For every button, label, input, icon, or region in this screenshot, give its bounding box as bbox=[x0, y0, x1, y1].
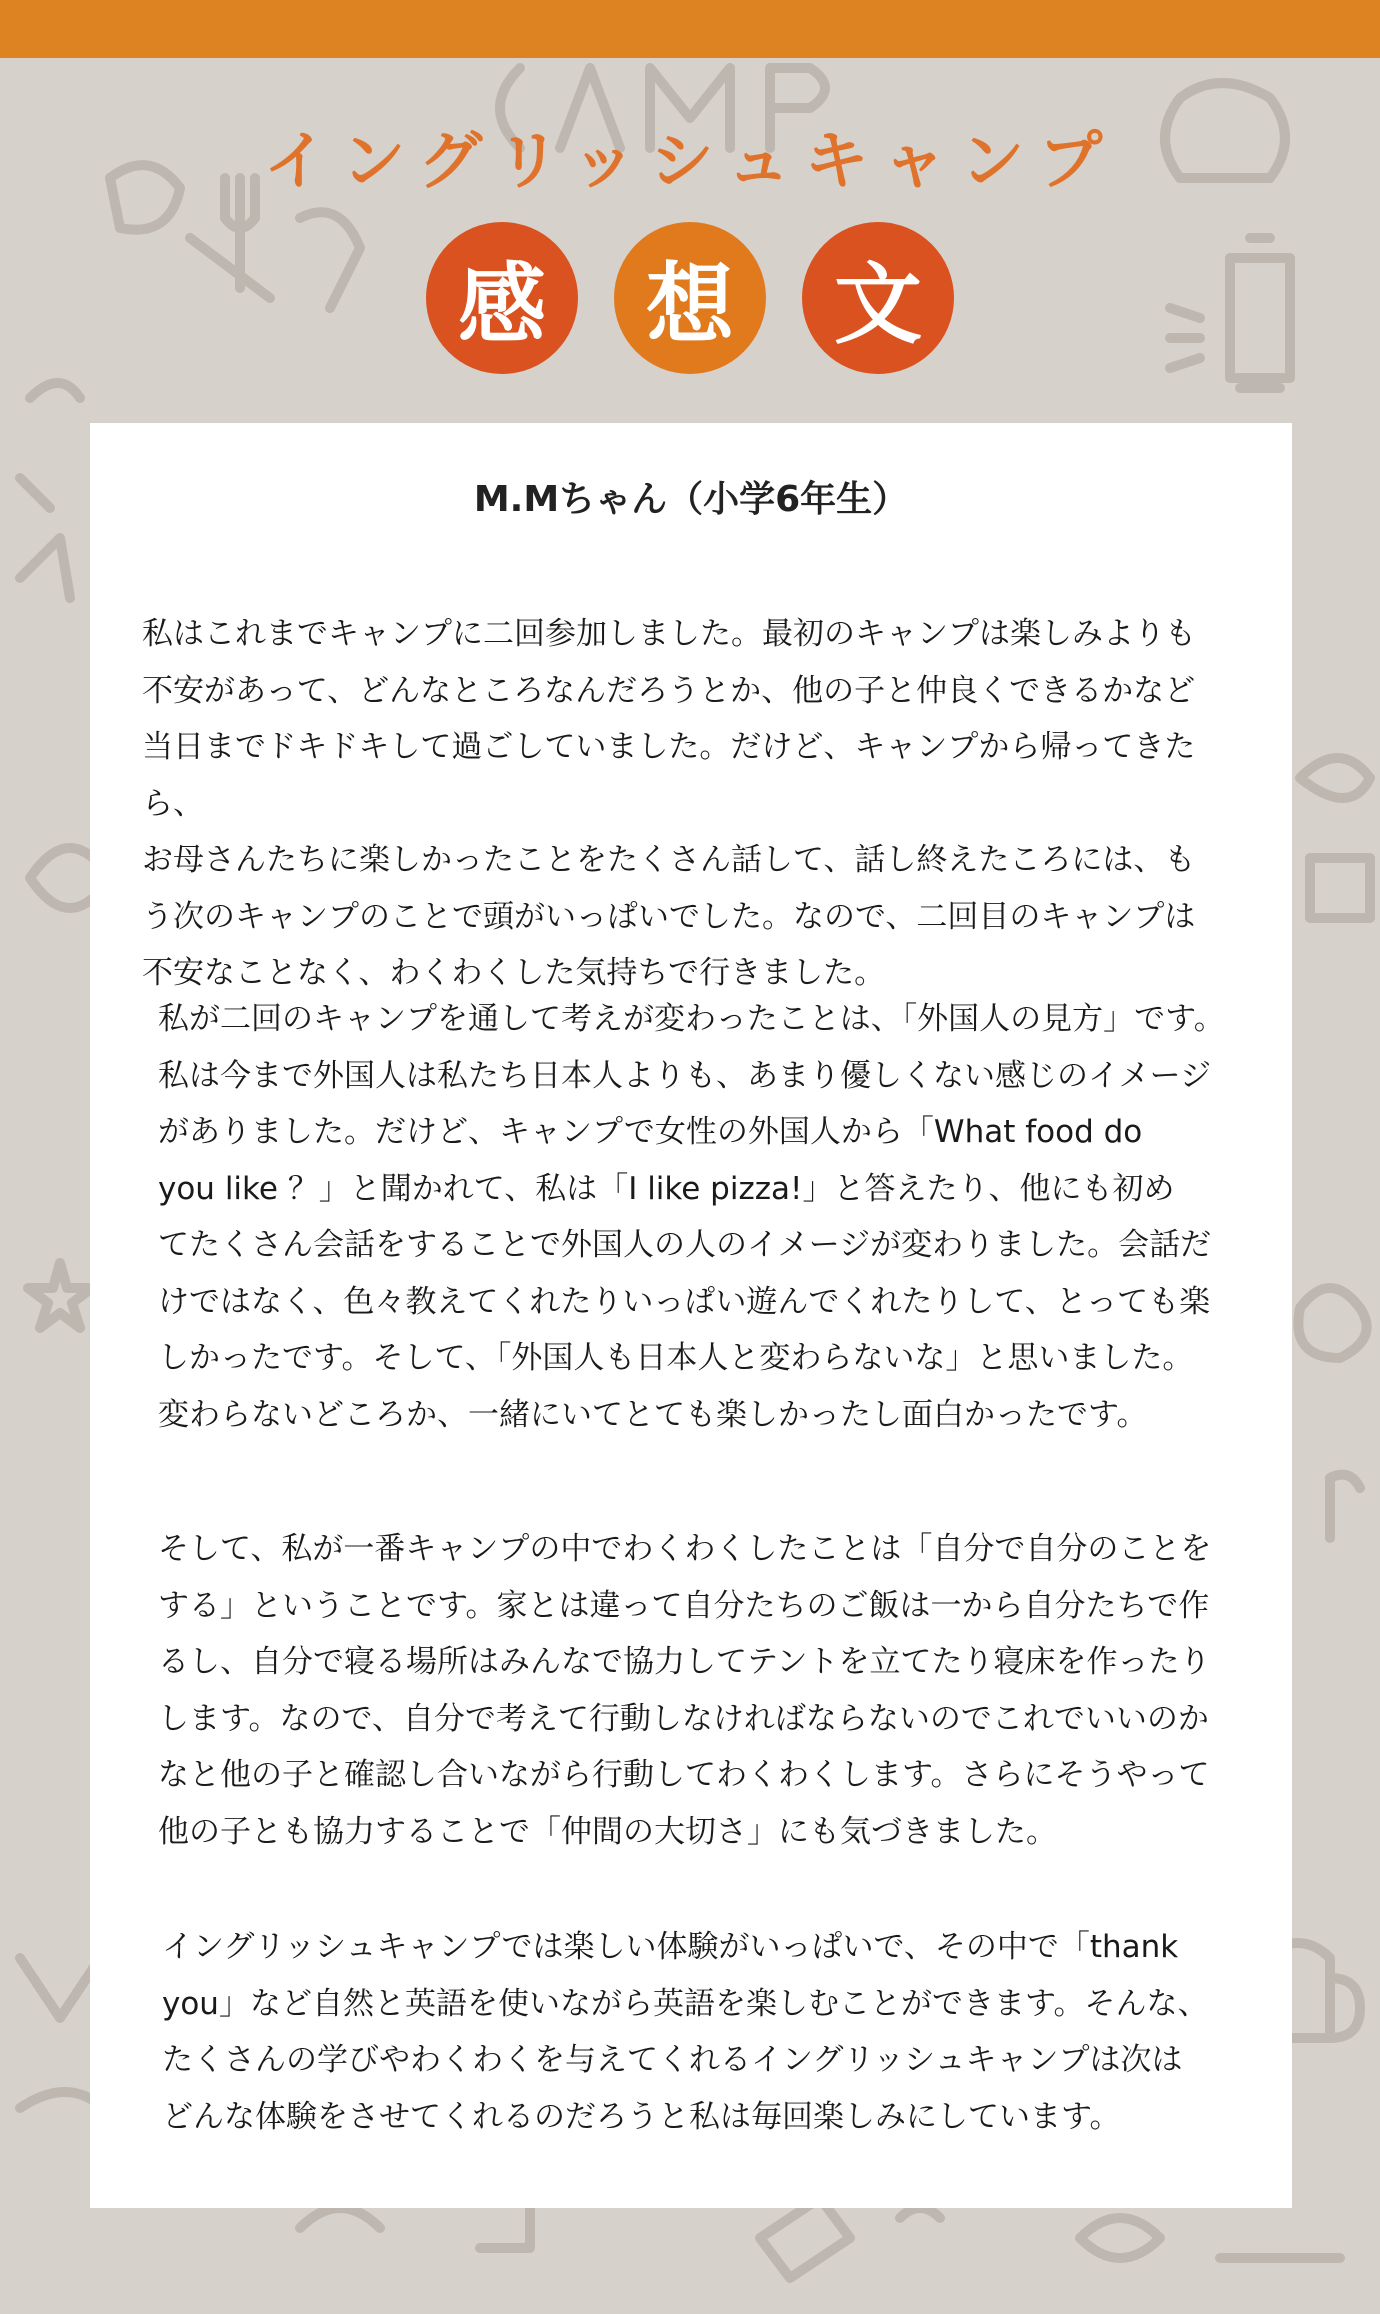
title-char-1: 感 bbox=[426, 222, 578, 374]
essay-paragraph-2: 私が二回のキャンプを通して考えが変わったことは、「外国人の見方」です。 私は今まで外国人は私たち日本人よりも、あまり優しくない感じのイメージ がありました。だけど、キャンプで女性の外国人から「What food do you like ？」と聞かれて、私は「I like pizza!」と答えたり、他にも初め てたくさん会話をすることで外国人の人のイメージが変わりました。会話だ けではなく、色々教えてくれたりいっぱい遊んでくれたりして、とっても楽 しかったです。そして、「外国人も日本人と変わらないな」と思いました。 変わらないどころか、一緒にいてとても楽しかったし面白かったです。 bbox=[158, 1001, 1225, 1433]
essay-paragraph-4: イングリッシュキャンプでは楽しい体験がいっぱいで、その中で「thank you」など自然と英語を使いながら英語を楽しむことができます。そんな、 たくさんの学びやわくわくを与えてくれるイングリッシュキャンプは次は どんな体験をさせてくれるのだろうと私は毎回楽しみにしています。 bbox=[162, 1929, 1209, 2135]
title-circles bbox=[0, 222, 1380, 374]
title-char-2: 想 bbox=[614, 222, 766, 374]
title-char-3: 文 bbox=[802, 222, 954, 374]
top-accent-bar bbox=[0, 0, 1380, 58]
essay-author: M.Mちゃん（小学6年生） bbox=[473, 479, 909, 520]
page-subtitle: イングリッシュキャンプ bbox=[263, 125, 1117, 199]
essay-paragraph-1: 私はこれまでキャンプに二回参加しました。最初のキャンプは楽しみよりも 不安があって、どんなところなんだろうとか、他の子と仲良くできるかなど 当日までドキドキして過ごしていました。だけど、キャンプから帰ってきたら、 お母さんたちに楽しかったことをたくさん話して、話し終えたころには、も う次のキャンプのことで頭がいっぱいでした。なので、二回目のキャンプは 不安なことなく、わくわくした気持ちで行きました。 bbox=[142, 616, 1196, 991]
essay-paragraph-3: そして、私が一番キャンプの中でわくわくしたことは「自分で自分のことを する」ということです。家とは違って自分たちのご飯は一から自分たちで作 るし、自分で寝る場所はみんなで協力してテントを立てたり寝床を作ったり します。なので、自分で考えて行動しなければならないのでこれでいいのか なと他の子と確認し合いながら行動してわくわくします。さらにそうやって 他の子とも協力することで「仲間の大切さ」にも気づきました。 bbox=[158, 1531, 1212, 1850]
essay-card bbox=[90, 423, 1292, 2208]
